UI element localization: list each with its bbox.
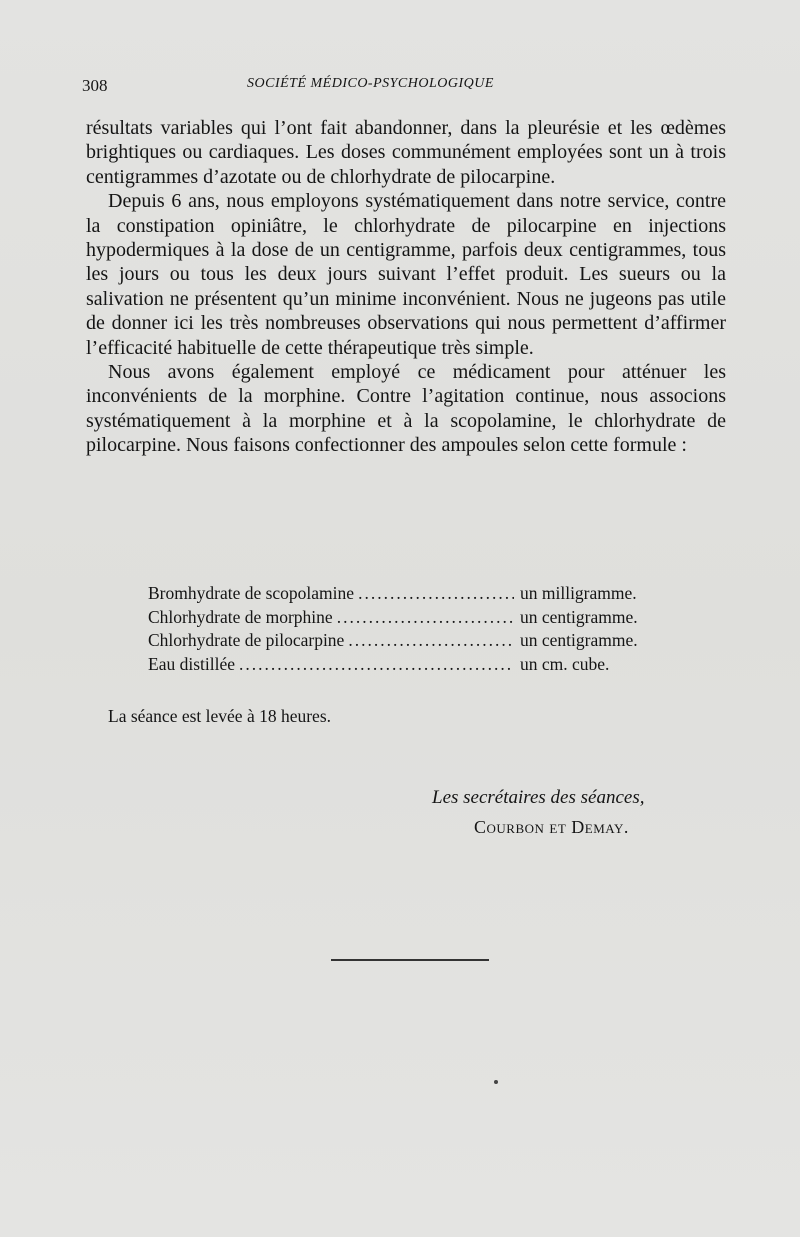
formula-ingredient: Chlorhydrate de pilocarpine [148,630,345,650]
print-speck [494,1080,498,1084]
page-number: 308 [82,76,108,95]
paragraph: Nous avons également employé ce médicament pour atténuer les inconvénients de la morphine. Contre l’agitation continue, nous associons systématiquement à la morphine et à la scopolamine, le chlorhydrate de pilocarpine. Nous faisons confectionner des ampoules selon cette formule : [86,361,726,457]
running-title: SOCIÉTÉ MÉDICO-PSYCHOLOGIQUE [247,76,494,91]
formula-amount: un cm. cube. [520,653,610,674]
section-divider [331,959,489,961]
paragraph: Depuis 6 ans, nous employons systématiquement dans notre service, contre la constipation opiniâtre, le chlorhydrate de pilocarpine en injections hypodermiques à la dose de un centigramme, parfois deux centigrammes, tous les jours ou tous les deux jours suivant l’effet produit. Les sueurs ou la salivation ne présentent qu’un minime inconvénient. Nous ne jugeons pas utile de donner ici les très nombreuses observations qui nous permettent d’affirmer l’efficacité habituelle de cette thérapeutique très simple. [86,190,726,359]
formula-row [148,629,678,653]
paragraph: résultats variables qui l’ont fait abandonner, dans la pleurésie et les œdèmes brightiques ou cardiaques. Les doses communément employées sont un à trois centigrammes d’azotate ou de chlorhydrate de pilocarpine. [86,117,726,188]
formula-amount: un centigramme. [520,606,638,627]
formula-ingredient: Eau distillée [148,653,235,674]
formula-amount: un milligramme. [520,583,637,603]
body-text [86,116,726,458]
formula-row [148,653,678,677]
leader-dots [358,582,514,606]
formula-ingredient: Chlorhydrate de morphine [148,606,333,627]
formula-row [148,582,678,606]
leader-dots [348,629,514,653]
closing-line: La séance est levée à 18 heures. [108,706,332,726]
signature-names: Courbon et Demay. [474,817,629,837]
leader-dots [337,606,514,630]
leader-dots [239,653,514,677]
page-header [82,74,722,98]
formula-amount: un centigramme. [520,630,638,650]
formula-row [148,606,678,630]
prescription-formula [148,582,678,676]
signature-title: Les secrétaires des séances, [432,787,645,808]
formula-ingredient: Bromhydrate de scopolamine [148,583,355,603]
